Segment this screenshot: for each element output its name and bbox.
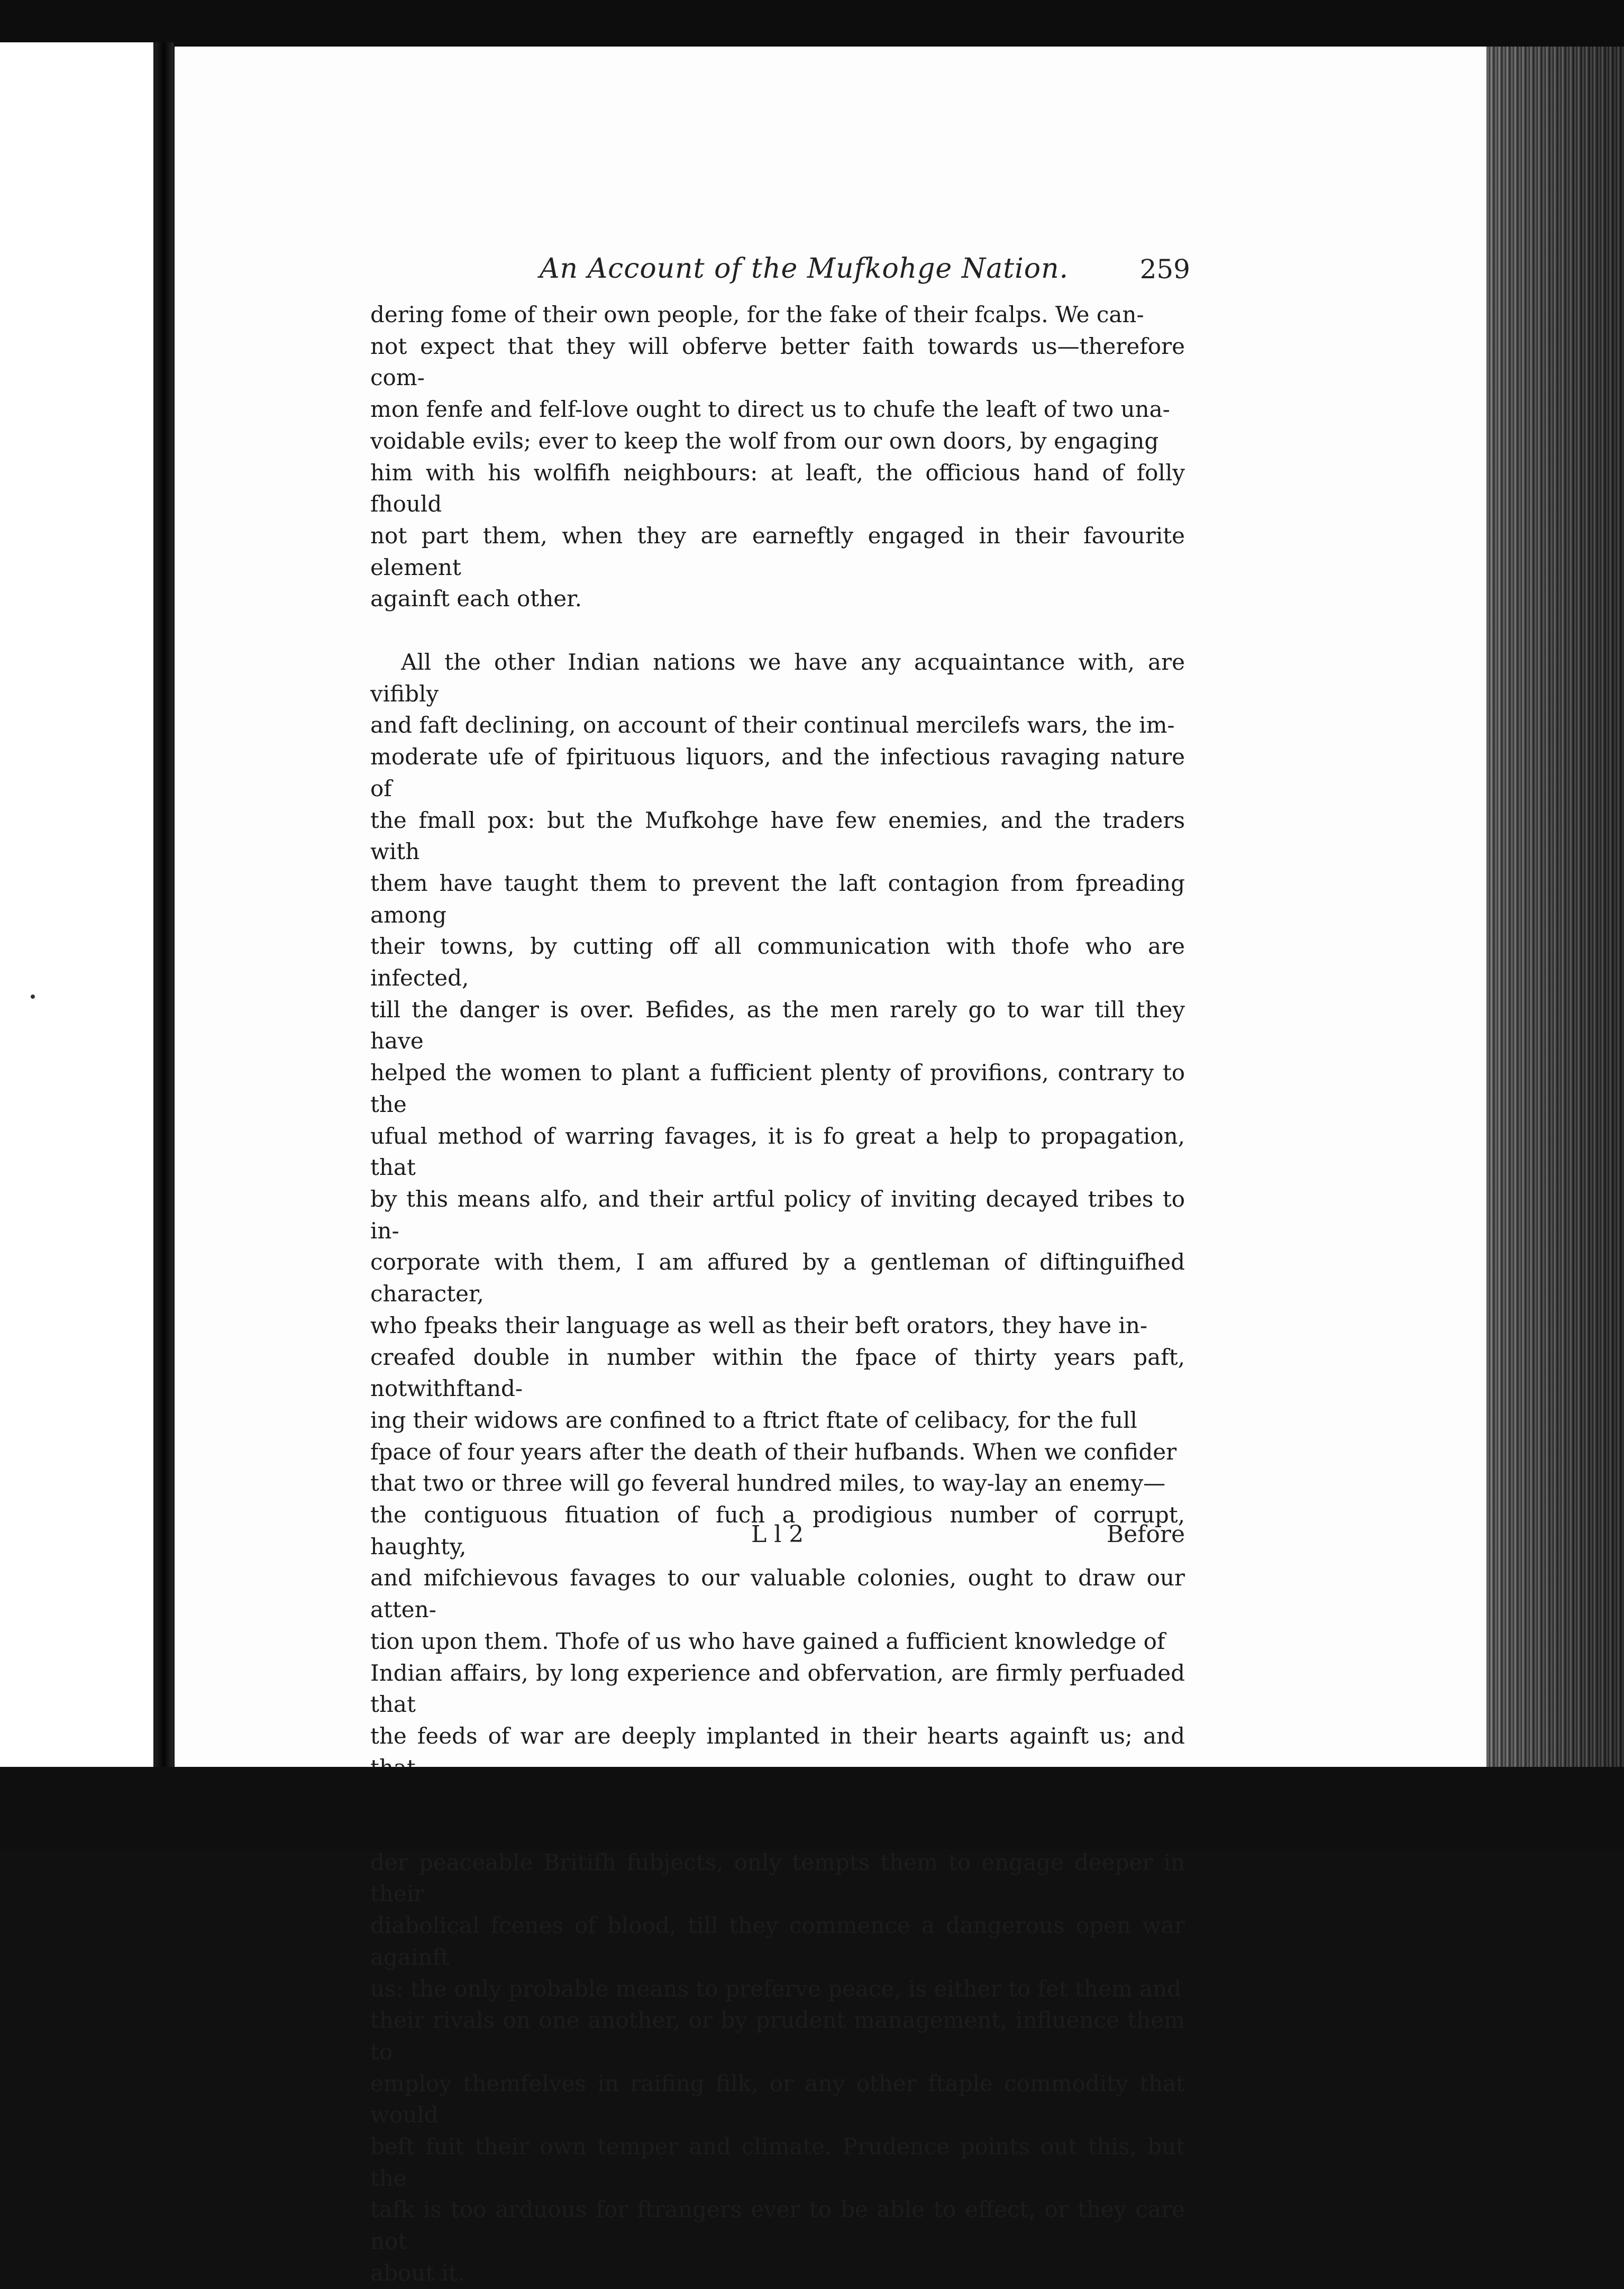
paragraph-continued: dering fome of their own people, for the fake of their fcalps. We can- not expect that they will obferve better faith towards us—therefore com- mon fenfe and felf-love ought to direct us to chufe the leaft of two una- voidable evils; ever to keep the wolf from our own doors, by engaging him with his wolfifh neighbours: at leaft, the officious hand of folly fhould not part them, when they are earneftly engaged in their favourite element againft each other. (370, 302, 1185, 612)
running-title: An Account of the Mufkohge Nation. (540, 253, 1069, 285)
page-mark (31, 995, 35, 999)
body-text (370, 299, 1185, 2289)
facing-page (0, 42, 153, 1772)
scan-top-border (0, 0, 1624, 48)
page-edges-shadow (1486, 47, 1624, 1776)
signature-mark: L l 2 (751, 1521, 804, 1548)
page-footer (370, 1521, 1185, 1553)
scan-bottom-border (0, 1767, 1624, 1849)
page-number: 259 (1139, 254, 1190, 285)
catchword: Before (1106, 1521, 1185, 1548)
running-head (370, 249, 1190, 291)
paragraph: All the other Indian nations we have any acquaintance with, are vifibly and faft declining, on account of their continual mercilefs wars, the im- moderate ufe of fpirituous liquors, and the infectious ravaging nature of the fmall pox: but the Mufkohge have few enemies, and the traders with them have taught them to prevent the laft contagion from fpreading among their towns, by cutting off all communication with thofe who are infected, till the danger is over. Befides, as the men rarely go to war till they have helped the women to plant a fufficient plenty of provifions, contrary to the ufual method of warring favages, it is fo great a help to propagation, that by this means alfo, and their artful policy of inviting decayed tribes to in- corporate with them, I am affured by a gentleman of diftinguifhed character, who fpeaks their language as well as their beft orators, they have in- creafed double in number within the fpace of thirty years paft, notwithftand- ing their widows are confined to a ftrict ftate of celibacy, for the full fpace of four years after the death of their hufbands. When we confider that two or three will go feveral hundred miles, to way-lay an enemy— the contiguous fituation of fuch a prodigious number of corrupt, haughty, and mifchievous favages to our valuable colonies, ought to draw our atten- tion upon them. Thofe of us who have gained a fufficient knowledge of Indian affairs, by long experience and obfervation, are firmly perfuaded that the feeds of war are deeply implanted in their hearts againft us; and der peaceable Britifh fubjects, only tempts them to engage deeper in their diabolical fcenes of blood, till they commence a dangerous open war againft us: the only probable means to preferve peace, is either to fet them and their rivals on one another, or by prudent management, influence them to employ themfelves in raifing filk, or any other ftaple commodity that would beft fuit their own temper and climate. Prudence points out this, but the tafk is too arduous for ftrangers ever to be able to effect, or they care not about it. (370, 649, 1185, 2286)
book-gutter (154, 42, 174, 1772)
